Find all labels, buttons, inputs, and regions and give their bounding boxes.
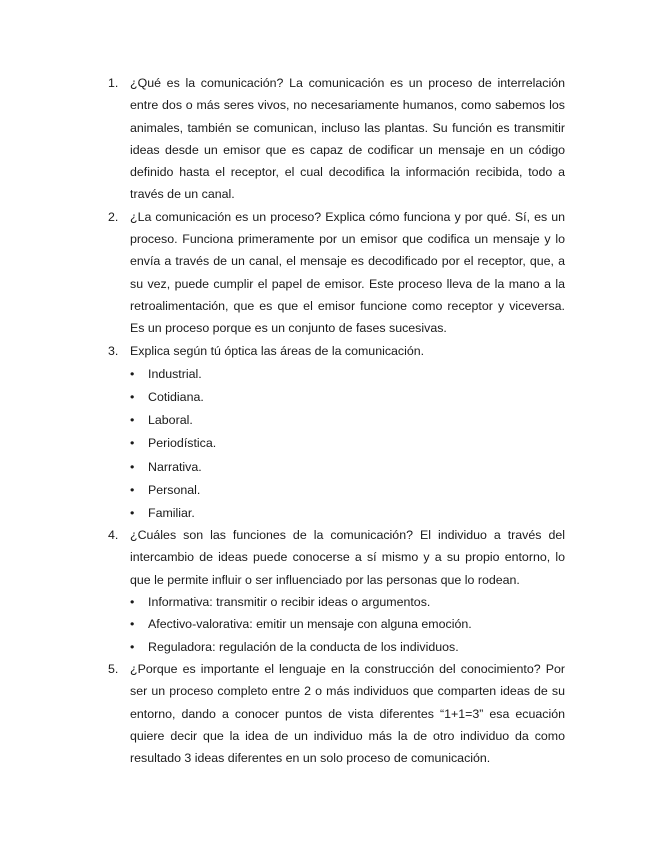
question-number: 2. [108, 209, 119, 224]
question-number: 3. [108, 343, 119, 358]
bullet-icon: • [130, 413, 135, 428]
bullet-item [108, 479, 565, 501]
question-number: 4. [108, 528, 119, 543]
bullet-icon: • [130, 505, 135, 520]
bullet-icon: • [130, 436, 135, 451]
bullet-text: Informativa: transmitir o recibir ideas o argumentos. [148, 595, 431, 610]
question-number: 5. [108, 661, 119, 676]
bullet-icon: • [130, 389, 135, 404]
bullet-item [108, 636, 565, 658]
bullet-item [108, 502, 565, 524]
bullet-text: Reguladora: regulación de la conducta de los individuos. [148, 639, 459, 654]
question-list [108, 72, 565, 769]
question-item-5 [108, 658, 565, 769]
bullet-item [108, 386, 565, 408]
bullet-item [108, 409, 565, 431]
question-item-2 [108, 206, 565, 340]
question-item-1 [108, 72, 565, 206]
question-text: ¿Qué es la comunicación? La comunicación es un proceso de interrelación entre dos o más seres vivos, no necesariamente humanos, como sabemos los animales, también se comunican, incluso las plantas. Su función es transmitir ideas desde un emisor que es capaz de codificar un mensaje en un código definido hasta el receptor, el cual decodifica la información recibida, todo a través de un canal. [130, 76, 565, 202]
communication-functions-list [108, 591, 565, 658]
bullet-item [108, 591, 565, 613]
bullet-text: Laboral. [148, 413, 193, 428]
bullet-icon: • [130, 459, 135, 474]
question-item-3 [108, 340, 565, 362]
bullet-text: Familiar. [148, 505, 195, 520]
bullet-item [108, 613, 565, 635]
question-text: ¿La comunicación es un proceso? Explica cómo funciona y por qué. Sí, es un proceso. Funciona primeramente por un emisor que codifica un mensaje y lo envía a través de un canal, el mensaje es decodificado por el receptor, que, a su vez, puede cumplir el papel de emisor. Este proceso lleva de la mano a la retroalimentación, que es que el emisor funcione como receptor y viceversa. Es un proceso porque es un conjunto de fases sucesivas. [130, 209, 565, 336]
bullet-item [108, 432, 565, 454]
bullet-text: Periodística. [148, 436, 217, 451]
bullet-item [108, 456, 565, 478]
communication-areas-list [108, 363, 565, 524]
bullet-icon: • [130, 482, 135, 497]
bullet-icon: • [130, 366, 135, 381]
bullet-text: Narrativa. [148, 459, 202, 474]
question-text: ¿Porque es importante el lenguaje en la construcción del conocimiento? Por ser un proceso completo entre 2 o más individuos que comparten ideas de su entorno, dando a conocer puntos de vista diferentes “1+1=3” esa ecuación quiere decir que la idea de un individuo más la de otro individuo da como resultado 3 ideas diferentes en un solo proceso de comunicación. [130, 661, 565, 766]
bullet-item [108, 363, 565, 385]
question-item-4 [108, 524, 565, 591]
bullet-icon: • [130, 617, 135, 632]
question-text: ¿Cuáles son las funciones de la comunicación? El individuo a través del intercambio de ideas puede conocerse a sí mismo y a su propio entorno, lo que le permite influir o ser influenciado por las personas que lo rodean. [130, 528, 565, 587]
bullet-icon: • [130, 595, 135, 610]
bullet-text: Afectivo-valorativa: emitir un mensaje con alguna emoción. [148, 617, 472, 632]
bullet-text: Personal. [148, 482, 201, 497]
bullet-text: Industrial. [148, 366, 202, 381]
bullet-text: Cotidiana. [148, 389, 204, 404]
question-number: 1. [108, 76, 119, 90]
question-text: Explica según tú óptica las áreas de la comunicación. [130, 343, 425, 358]
bullet-icon: • [130, 639, 135, 654]
